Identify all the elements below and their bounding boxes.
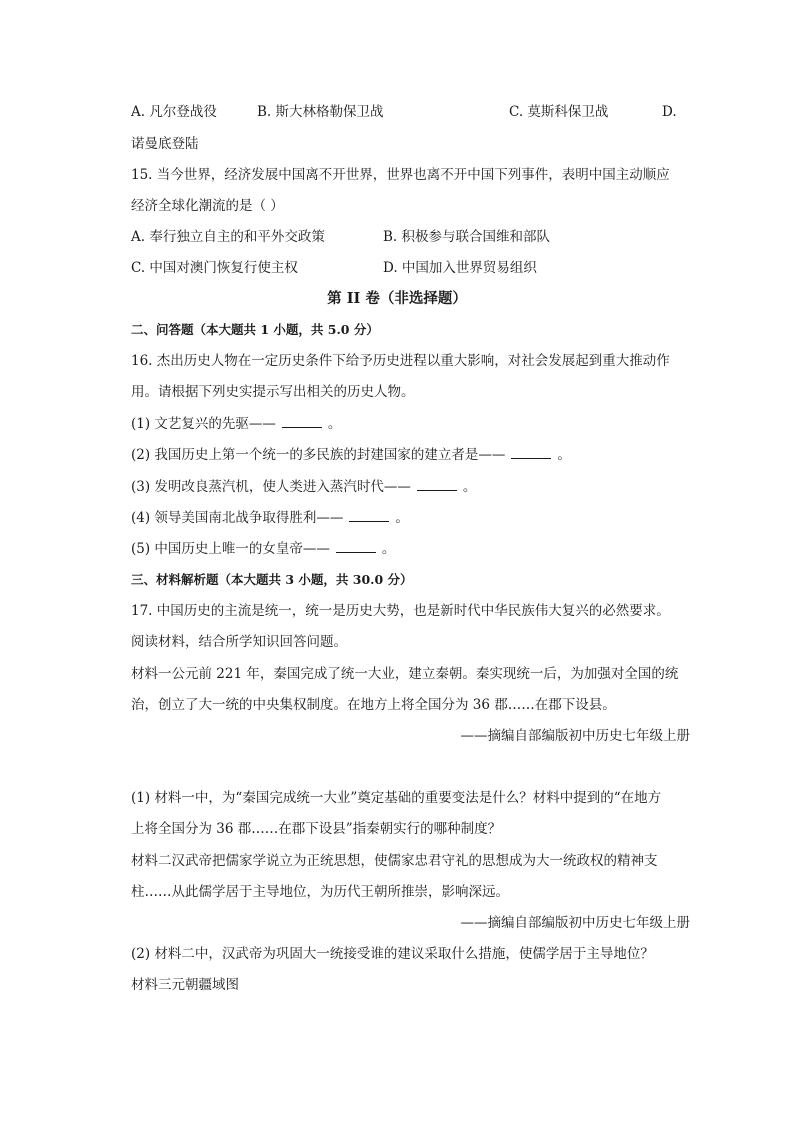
answer-blank-1[interactable] [282,414,322,428]
q16-item-5-text: (5) 中国历史上唯一的女皇帝—— [131,541,330,557]
q17-stem-line2: 阅读材料，结合所学知识回答问题。 [131,634,347,650]
material2-source: ——摘编自部编版初中历史七年级上册 [460,915,690,931]
material3-title: 材料三元朝疆域图 [131,977,239,993]
q17-sub2-line1: (2) 材料二中，汉武帝为巩固大一统接受谁的建议采取什么措施，使儒学居于主导地位？ [131,946,654,962]
q14-option-d-text: 诺曼底登陆 [131,136,199,152]
q16-item-5 [131,539,395,559]
q16-item-1-text: (1) 文艺复兴的先驱—— [131,416,276,432]
q17-sub1-line1: (1) 材料一中，为“秦国完成统一大业”奠定基础的重要变法是什么？材料中提到的“在地方 [131,790,662,806]
q15-option-c: C. 中国对澳门恢复行使主权 [131,260,298,276]
q15-stem-line1: 15. 当今世界，经济发展中国离不开世界，世界也离不开中国下列事件，表明中国主动顺应 [131,167,670,183]
q17-stem-line1: 17. 中国历史的主流是统一，统一是历史大势，也是新时代中华民族伟大复兴的必然要求。 [131,603,670,619]
q15-option-a: A. 奉行独立自主的和平外交政策 [131,229,325,245]
answer-blank-3[interactable] [417,477,457,491]
section2-heading: 二、问答题（本大题共 1 小题，共 5.0 分） [131,322,379,337]
material1-line2: 治，创立了大一统的中央集权制度。在地方上将全国分为 36 郡……在郡下设县。 [131,697,616,713]
section3-heading: 三、材料解析题（本大题共 3 小题，共 30.0 分） [131,572,413,587]
answer-blank-2[interactable] [511,445,551,459]
q16-item-3-end: 。 [462,479,477,495]
material1-line1: 材料一公元前 221 年，秦国完成了统一大业，建立秦朝。秦实现统一后，为加强对全国的统 [131,666,679,682]
q16-item-1 [131,414,341,434]
material2-line1: 材料二汉武帝把儒家学说立为正统思想，使儒家忠君守礼的思想成为大一统政权的精神支 [131,853,658,869]
material2-line2: 柱……从此儒学居于主导地位，为历代王朝所推崇，影响深远。 [131,884,509,900]
answer-blank-4[interactable] [349,508,389,522]
q16-item-3-text: (3) 发明改良蒸汽机，使人类进入蒸汽时代—— [131,479,411,495]
q16-item-4-text: (4) 领导美国南北战争取得胜利—— [131,510,344,526]
answer-blank-5[interactable] [336,539,376,553]
q16-stem-line1: 16. 杰出历史人物在一定历史条件下给予历史进程以重大影响，对社会发展起到重大推动作 [131,353,670,369]
q15-option-b: B. 积极参与联合国维和部队 [383,229,551,245]
q16-item-4-end: 。 [395,510,409,526]
material1-source: ——摘编自部编版初中历史七年级上册 [460,728,690,744]
part2-title: 第 II 卷（非选择题） [327,290,467,307]
q16-item-2 [131,445,571,465]
q15-option-d: D. 中国加入世界贸易组织 [383,260,537,276]
q16-item-2-end: 。 [557,447,571,463]
q16-stem-line2: 用。请根据下列史实提示写出相关的历史人物。 [131,384,415,400]
q15-stem-line2: 经济全球化潮流的是（ ） [131,198,284,214]
q14-option-a: A. 凡尔登战役 [131,104,217,120]
q16-item-1-end: 。 [327,416,342,432]
q16-item-2-text: (2) 我国历史上第一个统一的多民族的封建国家的建立者是—— [131,447,506,463]
q17-sub1-line2: 上将全国分为 36 郡……在郡下设县”指秦朝实行的哪种制度？ [131,821,502,837]
q16-item-5-end: 。 [381,541,396,557]
q14-option-c: C. 莫斯科保卫战 [509,104,609,120]
q14-option-d-label: D. [662,104,677,120]
q14-option-b: B. 斯大林格勒保卫战 [257,104,384,120]
q16-item-4 [131,508,409,528]
q16-item-3 [131,477,476,497]
